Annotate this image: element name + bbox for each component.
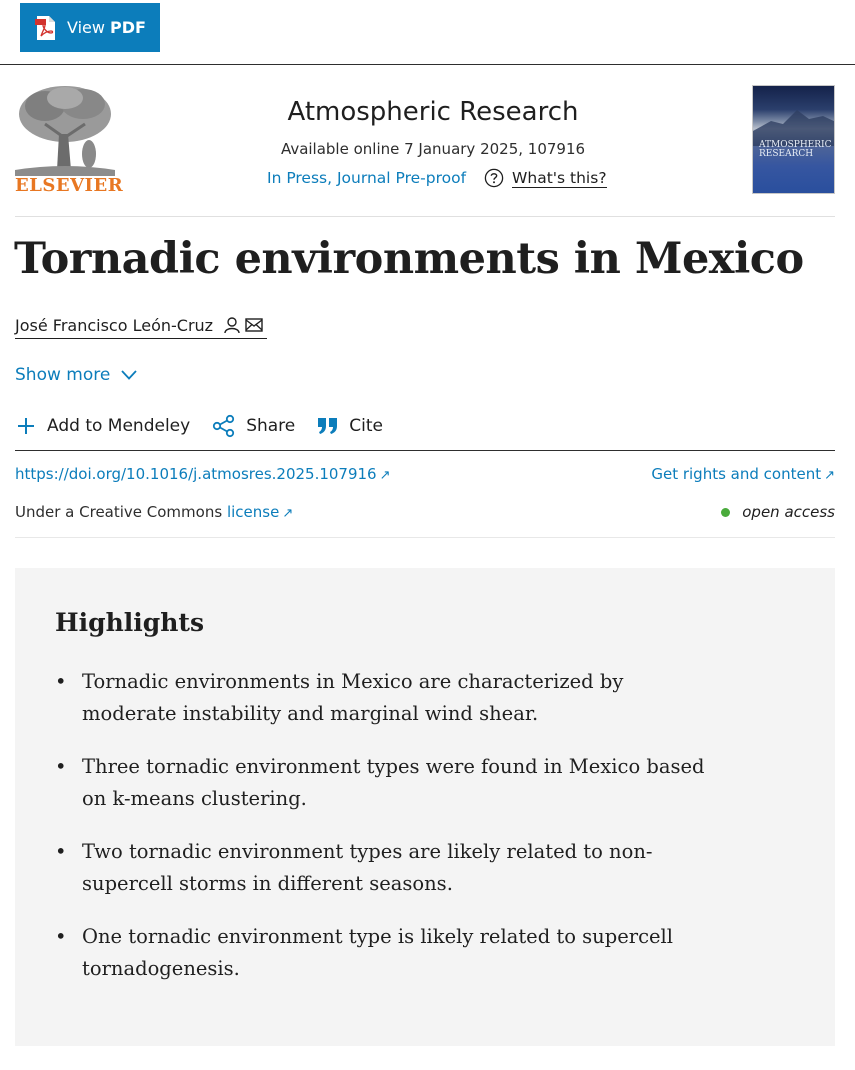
view-label: View bbox=[67, 18, 105, 37]
highlights-title: Highlights bbox=[55, 608, 205, 637]
divider bbox=[15, 216, 835, 217]
divider bbox=[15, 450, 835, 451]
view-pdf-button[interactable] bbox=[20, 3, 160, 52]
chevron-down-icon bbox=[120, 369, 138, 381]
doi-link[interactable] bbox=[15, 465, 391, 483]
publisher-wordmark: ELSEVIER bbox=[15, 175, 124, 196]
journal-title[interactable]: Atmospheric Research bbox=[287, 97, 579, 127]
open-access-dot-icon bbox=[721, 508, 730, 517]
quote-icon bbox=[317, 416, 339, 436]
tree-logo-icon bbox=[15, 84, 115, 176]
open-access-label: open access bbox=[742, 503, 835, 521]
divider bbox=[15, 537, 835, 538]
pdf-file-icon bbox=[35, 16, 55, 40]
list-item bbox=[55, 666, 705, 730]
external-arrow-icon: ↗ bbox=[824, 468, 835, 483]
list-item bbox=[55, 751, 705, 815]
author-link[interactable] bbox=[15, 312, 267, 339]
add-to-mendeley-button[interactable] bbox=[15, 415, 190, 437]
bullet: • bbox=[55, 840, 67, 863]
action-bar bbox=[15, 412, 405, 440]
show-more-label: Show more bbox=[15, 365, 111, 385]
share-label: Share bbox=[246, 416, 296, 436]
publisher-logo[interactable] bbox=[15, 84, 124, 196]
list-item bbox=[55, 836, 705, 900]
journal-cover-image[interactable] bbox=[752, 85, 835, 194]
bullet: • bbox=[55, 755, 67, 778]
show-more-button[interactable] bbox=[15, 365, 138, 385]
available-online: Available online 7 January 2025, 107916 bbox=[280, 140, 586, 158]
rights-link[interactable] bbox=[651, 465, 835, 483]
cite-button[interactable] bbox=[317, 416, 383, 436]
status-row bbox=[267, 166, 607, 190]
whats-this-link[interactable]: What's this? bbox=[512, 168, 607, 187]
share-button[interactable] bbox=[212, 414, 295, 438]
open-access-badge bbox=[721, 503, 835, 521]
rights-text: Get rights and content bbox=[651, 465, 822, 483]
highlight-text: Two tornadic environment types are likely related to non-supercell storms in different seasons. bbox=[82, 840, 653, 895]
highlight-text: One tornadic environment type is likely related to supercell tornadogenesis. bbox=[82, 925, 673, 980]
license-link-text: license bbox=[226, 503, 280, 521]
external-arrow-icon: ↗ bbox=[282, 506, 294, 521]
in-press-link[interactable]: In Press, Journal Pre-proof bbox=[267, 169, 467, 187]
cover-title: ATMOSPHERIC RESEARCH bbox=[759, 140, 832, 159]
cite-label: Cite bbox=[349, 416, 383, 436]
list-item bbox=[55, 921, 705, 985]
bullet: • bbox=[55, 670, 67, 693]
pdf-label: PDF bbox=[109, 18, 146, 37]
mendeley-label: Add to Mendeley bbox=[47, 416, 191, 436]
doi-text: https://doi.org/10.1016/j.atmosres.2025.107916 bbox=[15, 465, 377, 483]
article-title: Tornadic environments in Mexico bbox=[14, 234, 804, 284]
plus-icon bbox=[15, 415, 37, 437]
highlights-panel bbox=[15, 568, 835, 1046]
highlights-list bbox=[55, 666, 705, 1006]
license-link[interactable] bbox=[227, 503, 293, 521]
question-circle-icon bbox=[484, 168, 504, 188]
license-row bbox=[15, 503, 293, 521]
license-prefix: Under a Creative Commons bbox=[15, 503, 223, 521]
person-icon bbox=[223, 316, 241, 334]
highlight-text: Tornadic environments in Mexico are characterized by moderate instability and marginal wind shear. bbox=[82, 670, 624, 725]
highlight-text: Three tornadic environment types were found in Mexico based on k-means clustering. bbox=[82, 755, 705, 810]
top-toolbar bbox=[0, 0, 855, 65]
bullet: • bbox=[55, 925, 67, 948]
share-icon bbox=[212, 414, 236, 438]
envelope-icon bbox=[245, 317, 263, 333]
cover-mountain-icon bbox=[753, 86, 835, 146]
author-name: José Francisco León-Cruz bbox=[15, 315, 214, 335]
external-arrow-icon: ↗ bbox=[379, 468, 391, 483]
